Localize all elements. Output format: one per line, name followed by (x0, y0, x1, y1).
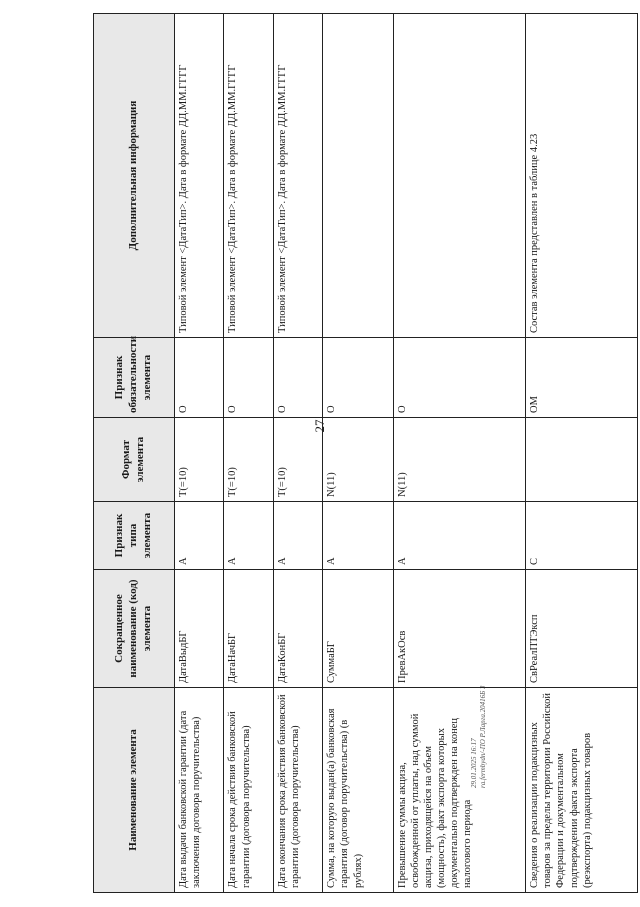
cell-element-name: Дата выдачи банковской гарантии (дата заключения договора поручительства) (175, 688, 224, 893)
cell-element-required: ОМ (526, 338, 638, 418)
header-additional-info: Дополнительная информация (94, 14, 175, 338)
table-row (393, 14, 526, 893)
rotated-table-area (93, 13, 638, 893)
table-row (175, 14, 224, 893)
cell-element-code: ДатаКонБГ (273, 570, 322, 688)
cell-element-name: Превышение суммы акциза, освобожденной от уплаты, над суммой акциза, приходящейся на объем (мощность), факт экспорта которых документально подтвержден на конец налогового периода (393, 688, 526, 893)
footer-stamp-datetime: 29.01.2025 16:17 (470, 738, 478, 788)
table-row (323, 14, 393, 893)
cell-element-name: Дата окончания срока действия банковской гарантии (договора поручительства) (273, 688, 322, 893)
cell-element-code: СвРеалПТЭксп (526, 570, 638, 688)
footer-stamp-code: ra.fermbydn/-ПО Р.Ларга.20416Б 3 (479, 685, 487, 788)
cell-additional-info: Состав элемента представлен в таблице 4.23 (526, 14, 638, 338)
cell-element-format: N(11) (323, 418, 393, 502)
header-element-format: Формат элемента (94, 418, 175, 502)
header-element-required: Признак обязательности элемента (94, 338, 175, 418)
cell-element-type: А (393, 502, 526, 570)
cell-element-required: О (224, 338, 273, 418)
cell-element-required: О (393, 338, 526, 418)
element-spec-table (93, 13, 638, 893)
cell-element-code: ДатаВыдБГ (175, 570, 224, 688)
cell-element-format: T(=10) (224, 418, 273, 502)
cell-element-code: СуммаБГ (323, 570, 393, 688)
cell-element-name: Дата начала срока действия банковской гарантии (договора поручительства) (224, 688, 273, 893)
cell-element-format: T(=10) (175, 418, 224, 502)
cell-element-type: А (175, 502, 224, 570)
cell-additional-info (393, 14, 526, 338)
cell-additional-info: Типовой элемент <ДатаТип>. Дата в формате ДД.ММ.ГГГГ (273, 14, 322, 338)
cell-element-code: ДатаНачБГ (224, 570, 273, 688)
cell-element-name: Сумма, на которую выдан(а) банковская гарантия (договор поручительства) (в рублях) (323, 688, 393, 893)
cell-element-type: С (526, 502, 638, 570)
table-header-row (94, 14, 175, 893)
cell-element-required: О (323, 338, 393, 418)
cell-element-format: N(11) (393, 418, 526, 502)
cell-element-type: А (323, 502, 393, 570)
cell-element-required: О (273, 338, 322, 418)
cell-element-required: О (175, 338, 224, 418)
table-row (273, 14, 322, 893)
cell-element-type: А (224, 502, 273, 570)
cell-element-type: А (273, 502, 322, 570)
header-element-type: Признак типа элемента (94, 502, 175, 570)
cell-element-code: ПревАкОсв (393, 570, 526, 688)
header-element-name: Наименование элемента (94, 688, 175, 893)
cell-element-format (526, 418, 638, 502)
header-element-code: Сокращенное наименование (код) элемента (94, 570, 175, 688)
cell-additional-info (323, 14, 393, 338)
table-row (526, 14, 638, 893)
cell-element-format: T(=10) (273, 418, 322, 502)
table-row (224, 14, 273, 893)
cell-additional-info: Типовой элемент <ДатаТип>. Дата в формате ДД.ММ.ГГГГ (175, 14, 224, 338)
cell-element-name: Сведения о реализации подакцизных товаров за пределы территории Российской Федерации и документальном подтверждении факта экспорта (реэкспорта) подакцизных товаров (526, 688, 638, 893)
page-number: 27 (312, 419, 327, 433)
cell-additional-info: Типовой элемент <ДатаТип>. Дата в формате ДД.ММ.ГГГГ (224, 14, 273, 338)
